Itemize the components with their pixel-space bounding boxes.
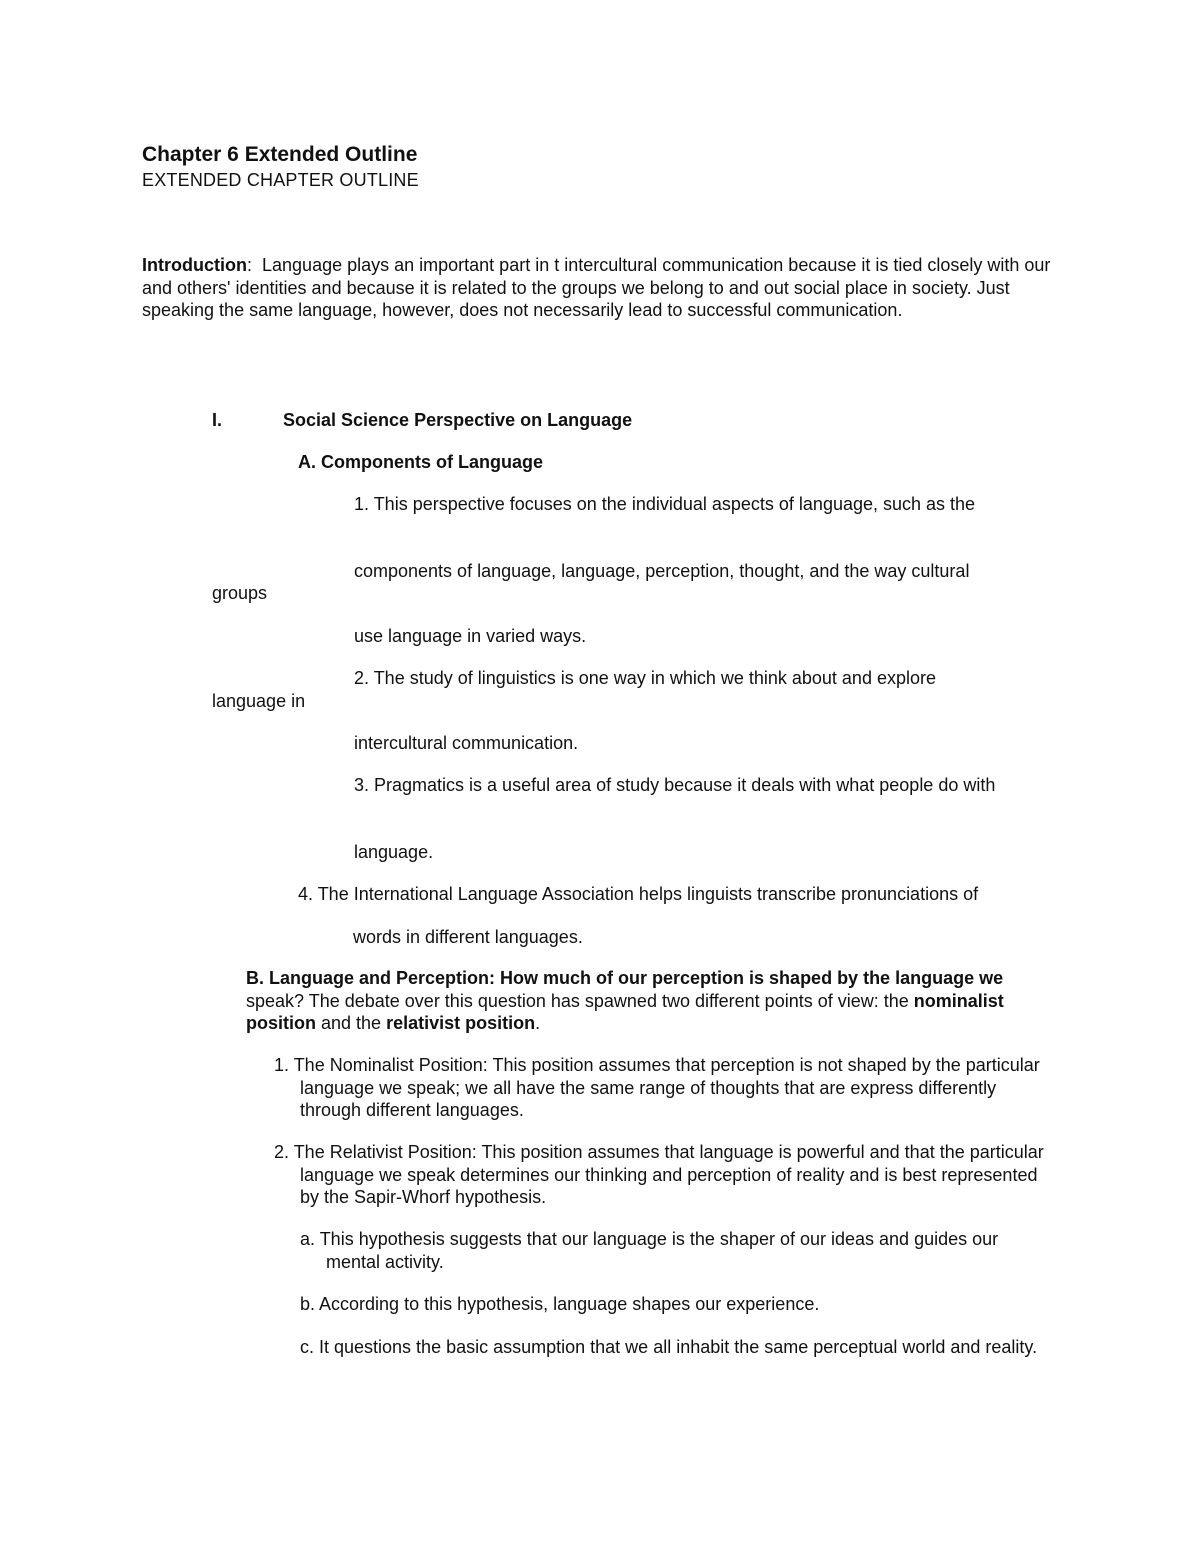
item-1-line-3: use language in varied ways. <box>354 626 587 646</box>
subsection-b-text-3: . <box>535 1013 541 1033</box>
item-1-wrap: groups <box>212 583 268 603</box>
hypothesis-item-c: c. It questions the basic assumption that we all inhabit the same perceptual world and reality. <box>300 1337 1038 1357</box>
subsection-b-paragraph <box>246 967 1056 1035</box>
subsection-a-heading: A. Components of Language <box>298 452 543 472</box>
item-2-line-1: 2. The study of linguistics is one way in which we think about and explore <box>354 668 936 688</box>
item-2-wrap: language in <box>212 691 306 711</box>
item-4-line-1: 4. The International Language Association helps linguists transcribe pronunciations of <box>298 884 979 904</box>
document-title: Chapter 6 Extended Outline <box>142 143 418 166</box>
relativist-position-term: relativist position <box>386 1013 536 1033</box>
introduction-label: Introduction <box>142 255 247 275</box>
relativist-item: 2. The Relativist Position: This position assumes that language is powerful and that the particular language we speak determines our thinking and perception of reality and is best represented by the Sapir-Whorf hypothesis. <box>274 1142 1044 1207</box>
nominalist-item: 1. The Nominalist Position: This position assumes that perception is not shaped by the particular language we speak; we all have the same range of thoughts that are express differently through different languages. <box>274 1055 1040 1120</box>
subsection-b-heading: B. Language and Perception: How much of our perception is shaped by the language we <box>246 968 1004 988</box>
subsection-b-text-1: speak? The debate over this question has spawned two different points of view: the <box>246 990 914 1011</box>
section-numeral: I. <box>212 410 223 430</box>
item-2-line-2: intercultural communication. <box>354 733 579 753</box>
hypothesis-item-b: b. According to this hypothesis, language shapes our experience. <box>300 1294 820 1314</box>
introduction-paragraph <box>142 254 1060 322</box>
item-3-line-2: language. <box>354 842 434 862</box>
section-heading: Social Science Perspective on Language <box>283 410 633 430</box>
item-1-line-2: components of language, language, perception, thought, and the way cultural <box>354 561 970 581</box>
item-4-line-2: words in different languages. <box>353 927 583 947</box>
item-1-line-1: 1. This perspective focuses on the individual aspects of language, such as the <box>354 494 976 514</box>
document-subtitle: EXTENDED CHAPTER OUTLINE <box>142 170 419 190</box>
subsection-b-text-2: and the <box>316 1013 387 1033</box>
hypothesis-item-a: a. This hypothesis suggests that our language is the shaper of our ideas and guides our mental activity. <box>300 1229 999 1272</box>
item-3-line-1: 3. Pragmatics is a useful area of study because it deals with what people do with <box>354 775 996 795</box>
introduction-colon: : <box>246 255 252 275</box>
introduction-text: Language plays an important part in t intercultural communication because it is tied closely with our and others' identities and because it is related to the groups we belong to and out social place in society. Just speaking the same language, however, does not necessarily lead to successful communication. <box>142 255 1051 320</box>
nominalist-position-term: nominalist position <box>246 990 1004 1033</box>
